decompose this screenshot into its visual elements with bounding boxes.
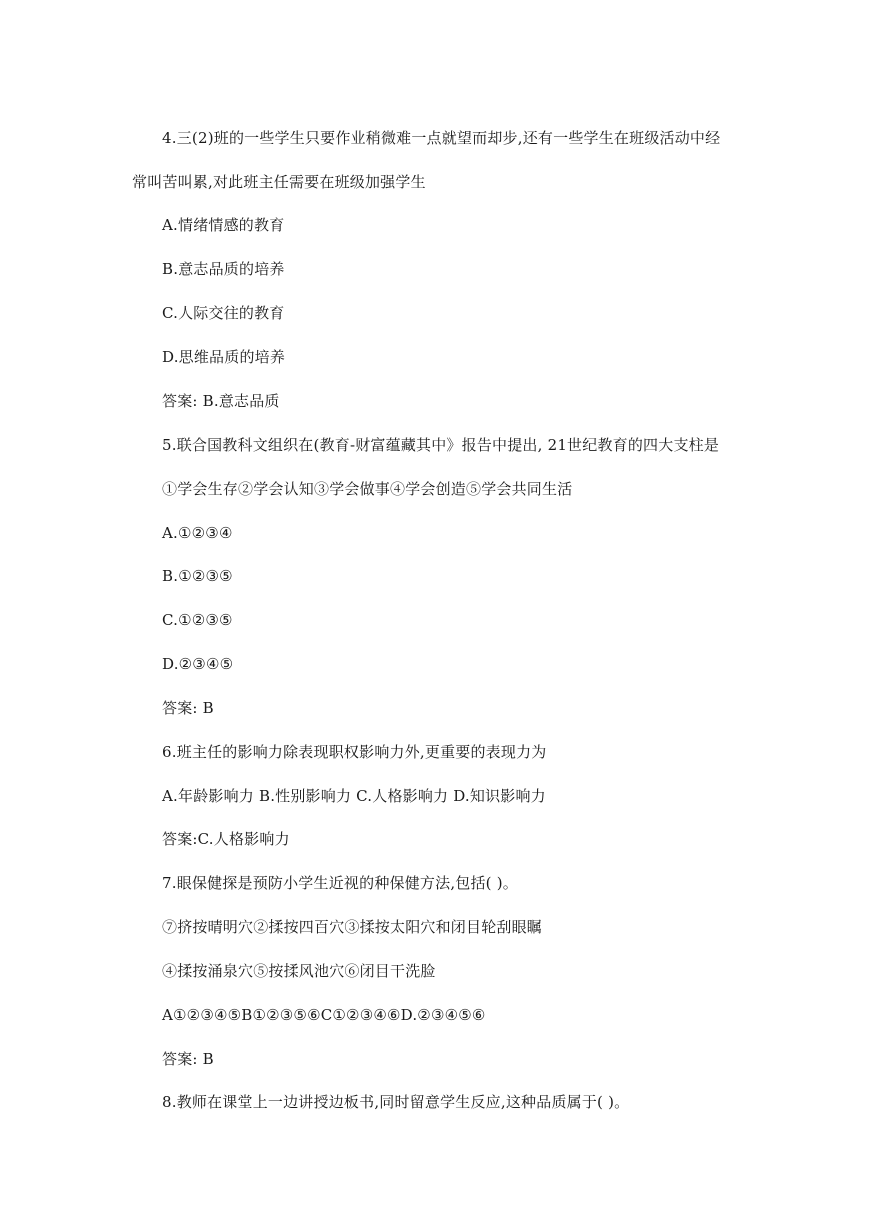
- question-4-option-b: B.意志品质的培养: [162, 260, 285, 278]
- question-5-option-c: C.①②③⑤: [162, 611, 233, 629]
- question-5-option-b: B.①②③⑤: [162, 567, 233, 585]
- question-8-stem-line-1: 8.教师在课堂上一边讲授边板书,同时留意学生反应,这种品质属于( )。: [162, 1093, 630, 1111]
- question-4-stem-line-2: 常叫苦叫累,对此班主任需要在班级加强学生: [132, 173, 426, 191]
- question-6-answer: 答案:C.人格影响力: [162, 830, 290, 848]
- question-7-stem-line-3: ④揉按涌泉穴⑤按揉风池穴⑥闭目干洗脸: [162, 962, 436, 980]
- question-4-option-a: A.情绪情感的教育: [162, 216, 285, 234]
- question-4-answer: 答案: B.意志品质: [162, 392, 280, 410]
- question-7-stem-line-1: 7.眼保健探是预防小学生近视的种保健方法,包括( )。: [162, 874, 518, 892]
- question-7-answer: 答案: B: [162, 1050, 214, 1068]
- question-7-options: A①②③④⑤B①②③⑤⑥C①②③④⑥D.②③④⑤⑥: [162, 1006, 486, 1024]
- question-5-option-a: A.①②③④: [162, 524, 233, 542]
- question-7-stem-line-2: ⑦挤按晴明穴②揉按四百穴③揉按太阳穴和闭目轮刮眼瞩: [162, 918, 543, 936]
- question-5-stem-line-1: 5.联合国教科文组织在(教育-财富蕴藏其中》报告中提出, 21世纪教育的四大支柱是: [162, 436, 720, 454]
- question-4-option-d: D.思维品质的培养: [162, 348, 286, 366]
- question-5-stem-line-2: ①学会生存②学会认知③学会做事④学会创造⑤学会共同生活: [162, 480, 573, 498]
- question-5-answer: 答案: B: [162, 699, 214, 717]
- question-4-stem-line-1: 4.三(2)班的一些学生只要作业稍微难一点就望而却步,还有一些学生在班级活动中经: [162, 129, 721, 147]
- question-5-option-d: D.②③④⑤: [162, 655, 234, 673]
- question-4-option-c: C.人际交往的教育: [162, 304, 285, 322]
- question-6-options: A.年龄影响力 B.性别影响力 C.人格影响力 D.知识影响力: [162, 787, 546, 805]
- question-6-stem-line-1: 6.班主任的影响力除表现职权影响力外,更重要的表现力为: [162, 743, 547, 761]
